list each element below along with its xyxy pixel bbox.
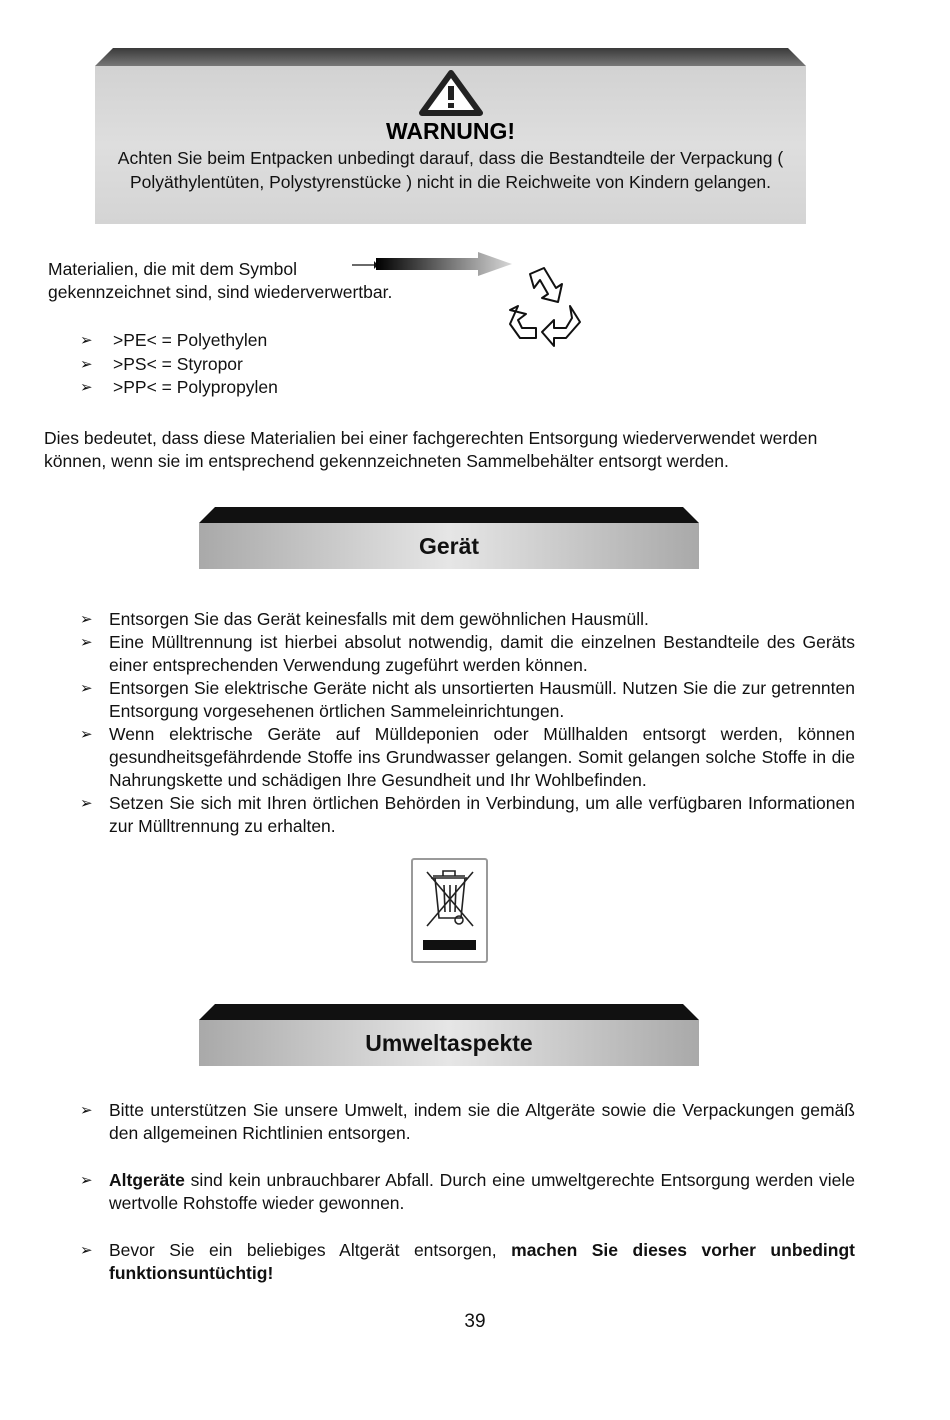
list-item: ➢ Bitte unterstützen Sie unsere Umwelt, indem sie die Altgeräte sowie die Verpackungen gemäß den allgemeinen Richtlinien entsorgen. [80, 1100, 855, 1143]
disable-device-instruction: machen Sie dieses vorher unbedingt funktionsuntüchtig! [109, 1240, 855, 1283]
old-devices-term: Altgeräte [109, 1170, 185, 1190]
banner-top-bevel [199, 507, 699, 523]
materials-list [80, 329, 278, 400]
arrowhead-bullet-icon: ➢ [80, 355, 93, 373]
arrowhead-bullet-icon: ➢ [80, 634, 93, 651]
list-item: ➢ Setzen Sie sich mit Ihren örtlichen Behörden in Verbindung, um alle verfügbaren Informationen zur Mülltrennung zu erhalten. [80, 793, 855, 836]
recycling-meaning-paragraph: Dies bedeutet, dass diese Materialien bei einer fachgerechten Entsorgung wiederverwendet werden können, wenn sie im entsprechend gekennzeichneten Sammelbehälter entsorgt werden. [44, 428, 818, 471]
crossed-out-wheelie-bin-icon [413, 860, 486, 961]
warning-text: Achten Sie beim Entpacken unbedingt darauf, dass die Bestandteile der Verpackung ( Polyäthylentüten, Polystyrenstücke ) nicht in die Reichweite von Kindern gelangen. [117, 148, 784, 192]
device-disposal-list [80, 608, 855, 838]
list-item: ➢ Bevor Sie ein beliebiges Altgerät entsorgen, machen Sie dieses vorher unbedingt funktionsuntüchtig! [80, 1240, 855, 1283]
environment-list [80, 1099, 855, 1309]
warning-title: WARNUNG! [385, 118, 516, 144]
arrowhead-bullet-icon: ➢ [80, 1172, 93, 1189]
arrowhead-bullet-icon: ➢ [80, 379, 93, 397]
recycling-line-2: gekennzeichnet sind, sind wiederverwertbar. [48, 282, 393, 302]
arrowhead-bullet-icon: ➢ [80, 795, 93, 812]
page-number: 39 [464, 1311, 486, 1332]
arrowhead-bullet-icon: ➢ [80, 332, 93, 349]
banner-top-bevel [199, 1004, 699, 1020]
list-item: ➢ Wenn elektrische Geräte auf Mülldeponien oder Müllhalden entsorgt werden, können gesundheitsgefährdende Stoffe ins Grundwasser gelangen. Somit gelangen solche Stoffe in die Nahrungskette und schädigen Ihre Gesundheit und Ihr Wohlbefinden. [80, 724, 855, 790]
list-item: ➢ Eine Mülltrennung ist hierbei absolut notwendig, damit die einzelnen Bestandteile des Geräts einer entsprechenden Verwendung zugeführt werden können. [80, 632, 855, 675]
list-item: ➢ Altgeräte sind kein unbrauchbarer Abfall. Durch eine umweltgerechte Entsorgung werden viele wertvolle Rohstoffe wieder gewonnen. [80, 1170, 855, 1213]
arrowhead-bullet-icon: ➢ [80, 1102, 93, 1119]
arrowhead-bullet-icon: ➢ [80, 1242, 93, 1259]
recycle-icon [500, 262, 588, 354]
arrowhead-bullet-icon: ➢ [80, 611, 93, 628]
list-item: ➢ Entsorgen Sie das Gerät keinesfalls mit dem gewöhnlichen Hausmüll. [80, 609, 649, 629]
recycling-line-1: Materialien, die mit dem Symbol [48, 259, 297, 279]
environment-section-banner [199, 1004, 699, 1066]
list-item: ➢ >PS< = Styropor [80, 353, 243, 374]
list-item: ➢ >PP< = Polypropylen [80, 377, 278, 398]
warning-box-top-bevel [95, 48, 806, 66]
arrowhead-bullet-icon: ➢ [80, 726, 93, 743]
device-section-banner [199, 507, 699, 569]
device-section-heading: Gerät [199, 523, 699, 569]
environment-section-heading: Umweltaspekte [199, 1020, 699, 1066]
weee-symbol [411, 858, 488, 963]
warning-triangle-icon [419, 70, 483, 116]
arrow-right-icon [350, 250, 515, 278]
arrowhead-bullet-icon: ➢ [80, 680, 93, 697]
list-item: ➢ >PE< = Polyethylen [80, 330, 268, 350]
list-item: ➢ Entsorgen Sie elektrische Geräte nicht als unsortierten Hausmüll. Nutzen Sie die zur getrennten Entsorgung vorgesehenen örtlichen Sammeleinrichtungen. [80, 678, 855, 721]
